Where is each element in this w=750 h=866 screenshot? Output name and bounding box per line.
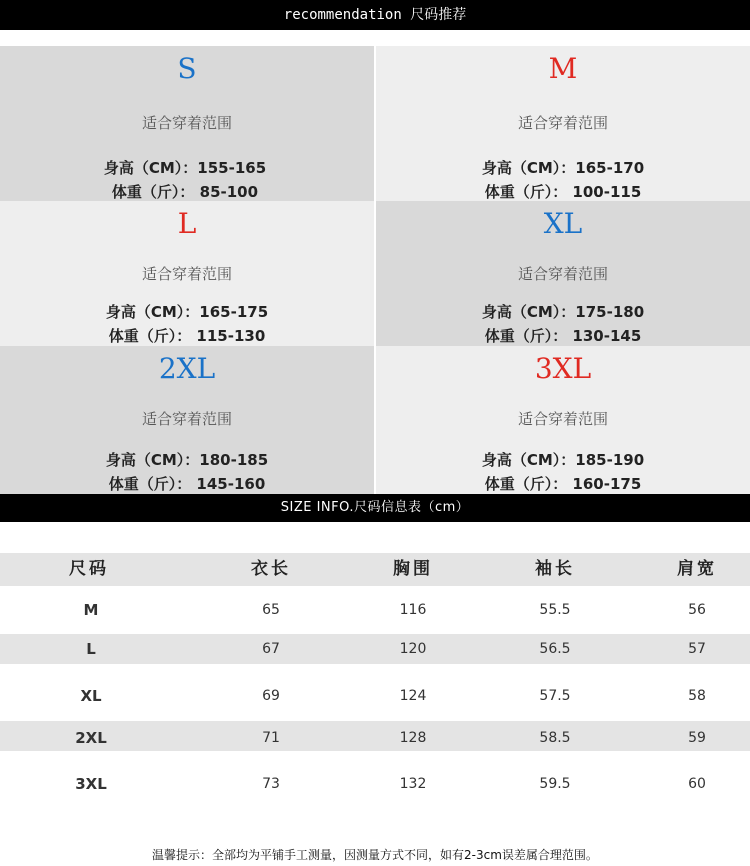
range-label: 适合穿着范围 — [141, 410, 232, 428]
row-size: XL — [80, 687, 102, 705]
size-label: XL — [543, 207, 583, 240]
recommendation-title: recommendation 尺码推荐 — [283, 7, 467, 23]
size-info-header — [0, 494, 750, 522]
weight-range: 体重（斤）： 115-130 — [108, 327, 266, 345]
row-size: M — [83, 601, 99, 619]
row-size: 2XL — [75, 729, 107, 747]
height-range: 身高（CM）：165-170 — [481, 159, 645, 177]
weight-range: 体重（斤）： 160-175 — [484, 475, 642, 493]
cell-length: 65 — [262, 602, 280, 618]
cell-length: 69 — [262, 688, 280, 704]
size-card-xl — [376, 201, 750, 346]
header-length: 衣长 — [251, 559, 291, 579]
cell-chest: 128 — [399, 730, 427, 746]
table-row — [0, 751, 750, 811]
cell-sleeve: 55.5 — [539, 602, 571, 618]
height-range: 身高（CM）：180-185 — [105, 451, 269, 469]
cell-shoulder: 58 — [688, 688, 706, 704]
recommendation-header — [0, 0, 750, 30]
weight-range: 体重（斤）： 145-160 — [108, 475, 266, 493]
cell-length: 71 — [262, 730, 280, 746]
table-row — [0, 586, 750, 634]
size-card-l — [0, 201, 374, 346]
range-label: 适合穿着范围 — [141, 114, 232, 132]
cell-shoulder: 60 — [688, 776, 706, 792]
table-row — [0, 664, 750, 721]
table-row — [0, 721, 750, 751]
size-card-3xl — [376, 346, 750, 494]
cell-sleeve: 59.5 — [539, 776, 571, 792]
row-size: 3XL — [75, 775, 107, 793]
table-row — [0, 634, 750, 664]
cell-length: 73 — [262, 776, 280, 792]
range-label: 适合穿着范围 — [517, 265, 608, 283]
size-label: L — [177, 207, 197, 240]
cell-length: 67 — [262, 641, 280, 657]
cell-sleeve: 57.5 — [539, 688, 571, 704]
size-card-m — [376, 46, 750, 201]
cell-chest: 120 — [399, 641, 427, 657]
cell-shoulder: 57 — [688, 641, 706, 657]
cell-sleeve: 58.5 — [539, 730, 571, 746]
weight-range: 体重（斤）： 100-115 — [484, 183, 642, 201]
cell-chest: 132 — [399, 776, 427, 792]
header-size: 尺码 — [69, 559, 109, 579]
size-label: M — [548, 52, 578, 85]
cell-chest: 116 — [399, 602, 427, 618]
cell-shoulder: 56 — [688, 602, 706, 618]
size-label: 2XL — [158, 352, 216, 385]
size-label: 3XL — [534, 352, 592, 385]
range-label: 适合穿着范围 — [517, 410, 608, 428]
size-label: S — [177, 52, 197, 85]
range-label: 适合穿着范围 — [141, 265, 232, 283]
height-range: 身高（CM）：185-190 — [481, 451, 645, 469]
range-label: 适合穿着范围 — [517, 114, 608, 132]
weight-range: 体重（斤）： 85-100 — [111, 183, 259, 201]
size-card-s — [0, 46, 374, 201]
table-header-row — [0, 553, 750, 586]
cell-shoulder: 59 — [688, 730, 706, 746]
header-chest: 胸围 — [393, 559, 433, 579]
row-size: L — [86, 640, 96, 658]
measurement-note: 温馨提示：全部均为平铺手工测量，因测量方式不同，如有2-3cm误差属合理范围。 — [152, 848, 598, 862]
height-range: 身高（CM）：155-165 — [103, 159, 267, 177]
header-shoulder: 肩宽 — [677, 559, 717, 579]
height-range: 身高（CM）：175-180 — [481, 303, 645, 321]
header-sleeve: 袖长 — [535, 559, 575, 579]
size-card-2xl — [0, 346, 374, 494]
cell-sleeve: 56.5 — [539, 641, 571, 657]
cell-chest: 124 — [399, 688, 427, 704]
size-info-title: SIZE INFO.尺码信息表（cm） — [280, 500, 470, 515]
weight-range: 体重（斤）： 130-145 — [484, 327, 642, 345]
height-range: 身高（CM）：165-175 — [105, 303, 269, 321]
